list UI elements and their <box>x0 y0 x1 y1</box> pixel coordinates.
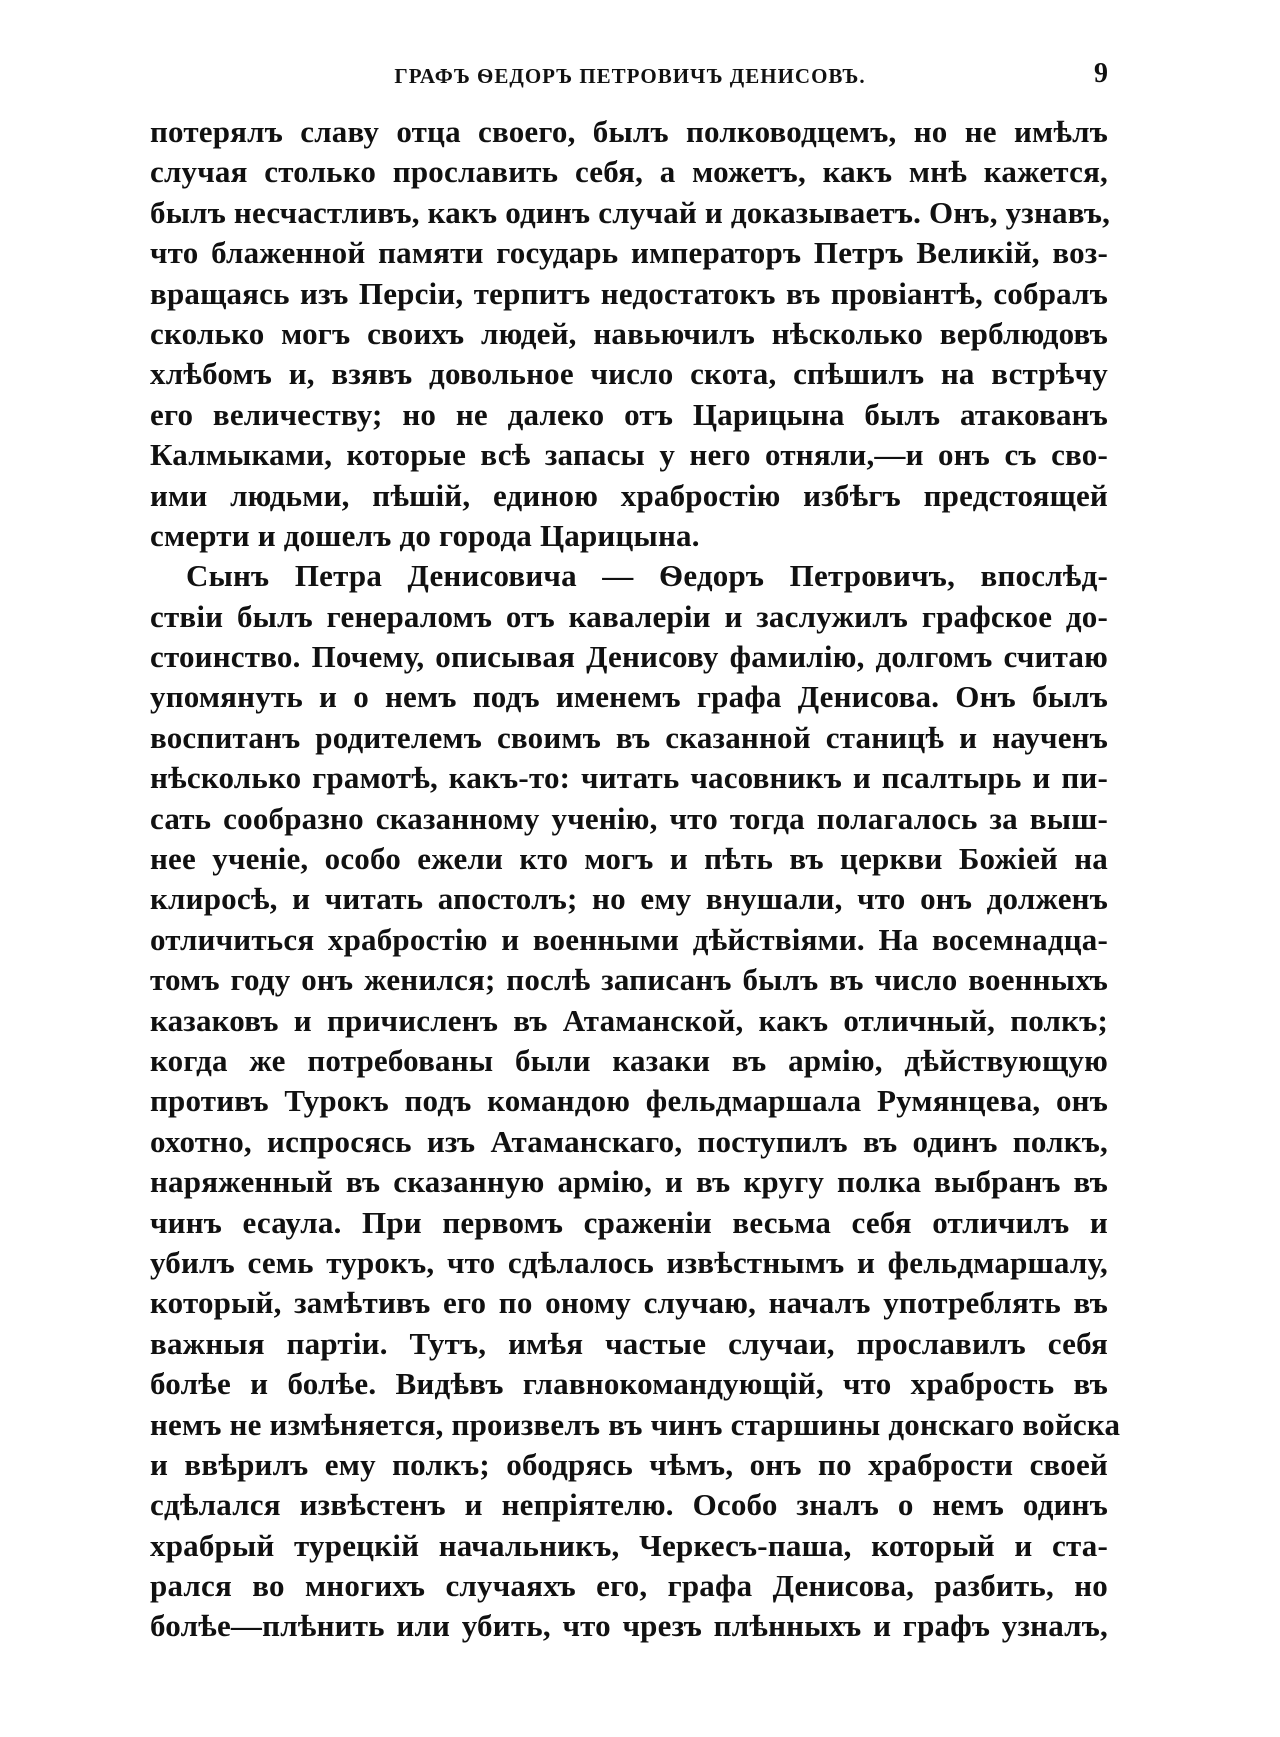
text-line: ствіи былъ генераломъ отъ кавалеріи и заслужилъ графское до- <box>150 598 1108 634</box>
text-line: клиросѣ, и читать апостолъ; но ему внушали, что онъ долженъ <box>150 881 1108 917</box>
text-line: болѣе и болѣе. Видѣвъ главнокомандующій, что храбрость въ <box>150 1366 1108 1402</box>
text-line: его величеству; но не далеко отъ Царицына былъ атакованъ <box>150 396 1108 432</box>
text-line: Сынъ Петра Денисовича — Ѳедоръ Петровичъ, впослѣд- <box>186 558 1108 594</box>
text-line: томъ году онъ женился; послѣ записанъ былъ въ число военныхъ <box>150 962 1108 998</box>
text-line: ими людьми, пѣшій, единою храбростію избѣгъ предстоящей <box>150 477 1108 513</box>
text-line: сать сообразно сказанному ученію, что тогда полагалось за выш- <box>150 800 1108 836</box>
paragraph-1 <box>150 112 1111 556</box>
page-header <box>150 58 1110 94</box>
text-line: вращаясь изъ Персіи, терпитъ недостатокъ въ провіантѣ, собралъ <box>150 275 1108 311</box>
text-line: чинъ есаула. При первомъ сраженіи весьма себя отличилъ и <box>150 1204 1108 1240</box>
text-line: потерялъ славу отца своего, былъ полководцемъ, но не имѣлъ <box>150 114 1108 149</box>
text-line: болѣе—плѣнить или убить, что чрезъ плѣнныхъ и графъ узналъ, <box>150 1608 1108 1644</box>
text-line: охотно, испросясь изъ Атаманскаго, поступилъ въ одинъ полкъ, <box>150 1123 1108 1159</box>
text-line: немъ не измѣняется, произвелъ въ чинъ старшины донскаго войска <box>150 1406 1121 1442</box>
text-line: который, замѣтивъ его по оному случаю, началъ употреблять въ <box>150 1285 1108 1321</box>
text-line: что блаженной памяти государь императоръ Петръ Великій, воз- <box>150 235 1108 271</box>
text-line: сколько могъ своихъ людей, навьючилъ нѣсколько верблюдовъ <box>150 315 1108 351</box>
text-line: храбрый турецкій начальникъ, Черкесъ-паша, который и ста- <box>150 1527 1108 1563</box>
text-line: случая столько прославить себя, а можетъ, какъ мнѣ кажется, <box>150 154 1108 190</box>
text-line: наряженный въ сказанную армію, и въ кругу полка выбранъ въ <box>150 1164 1108 1200</box>
text-line: убилъ семь турокъ, что сдѣлалось извѣстнымъ и фельдмаршалу, <box>150 1244 1108 1280</box>
text-line: упомянуть и о немъ подъ именемъ графа Денисова. Онъ былъ <box>150 679 1108 715</box>
page-number: 9 <box>1094 58 1108 89</box>
text-line: и ввѣрилъ ему полкъ; ободрясь чѣмъ, онъ по храбрости своей <box>150 1446 1108 1482</box>
text-line: Калмыками, которые всѣ запасы у него отняли,—и онъ съ сво- <box>150 437 1108 473</box>
text-line: хлѣбомъ и, взявъ довольное число скота, спѣшилъ на встрѣчу <box>150 356 1108 392</box>
text-line: нее ученіе, особо ежели кто могъ и пѣть въ церкви Божіей на <box>150 841 1108 877</box>
text-line: рался во многихъ случаяхъ его, графа Денисова, разбить, но <box>150 1568 1108 1604</box>
text-line: смерти и дошелъ до города Царицына. <box>150 517 700 553</box>
text-line: сдѣлался извѣстенъ и непріятелю. Особо зналъ о немъ одинъ <box>150 1487 1108 1523</box>
text-line: воспитанъ родителемъ своимъ въ сказанной станицѣ и наученъ <box>150 719 1108 755</box>
text-line: казаковъ и причисленъ въ Атаманской, какъ отличный, полкъ; <box>150 1002 1108 1038</box>
paragraph-2 <box>150 556 1121 1647</box>
text-line: когда же потребованы были казаки въ армію, дѣйствующую <box>150 1042 1108 1078</box>
text-line: отличиться храбростію и военными дѣйствіями. На восемнадца- <box>150 921 1108 957</box>
text-line: былъ несчастливъ, какъ одинъ случай и доказываетъ. Онъ, узнавъ, <box>150 194 1111 230</box>
body-text <box>150 112 1121 1647</box>
text-line: нѣсколько грамотѣ, какъ-то: читать часовникъ и псалтырь и пи- <box>150 760 1108 796</box>
text-line: стоинство. Почему, описывая Денисову фамилію, долгомъ считаю <box>150 639 1108 675</box>
text-line: важныя партіи. Тутъ, имѣя частые случаи, прославилъ себя <box>150 1325 1108 1361</box>
text-line: противъ Турокъ подъ командою фельдмаршала Румянцева, онъ <box>150 1083 1108 1119</box>
running-title: ГРАФЪ ѲЕДОРЪ ПЕТРОВИЧЪ ДЕНИСОВЪ. <box>394 64 866 88</box>
